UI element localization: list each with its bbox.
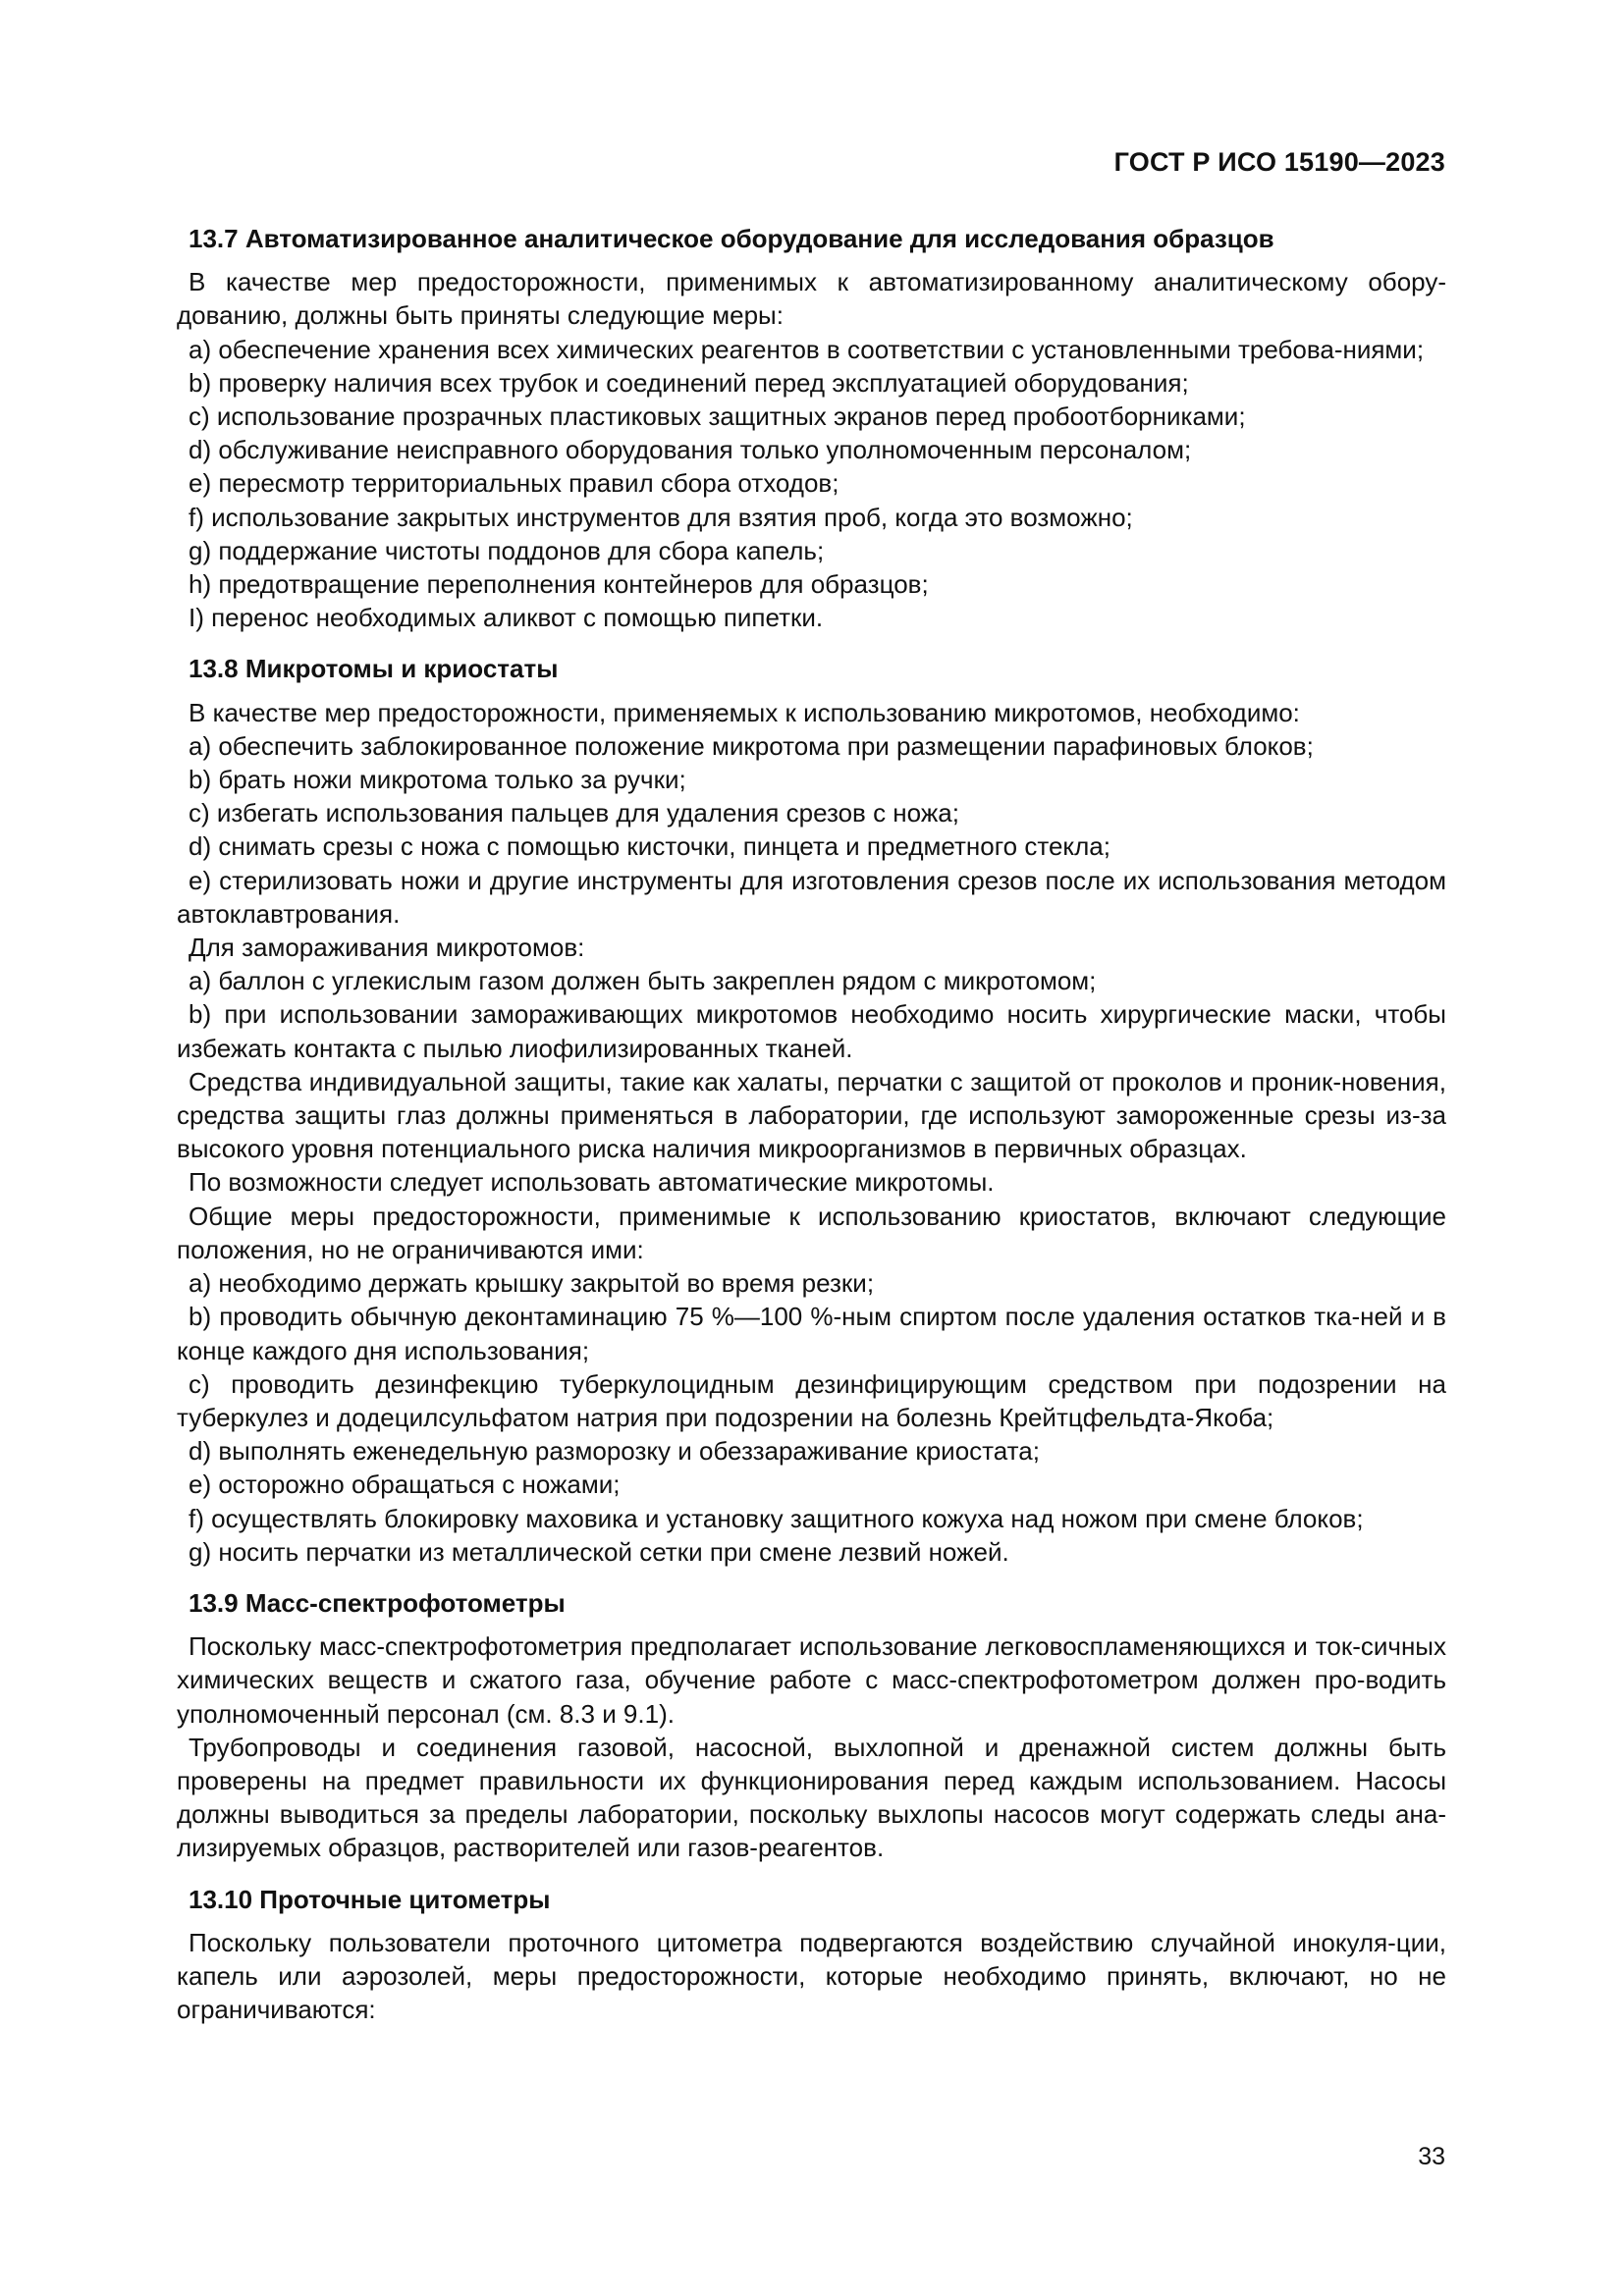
list-item: g) носить перчатки из металлической сетки при смене лезвий ножей. [189,1536,1009,1567]
section-heading: 13.8 Микротомы и криостаты [189,654,559,684]
list-item: g) поддержание чистоты поддонов для сбора капель; [189,535,825,565]
list-item: c) использование прозрачных пластиковых защитных экранов перед пробоотборниками; [189,401,1246,432]
paragraph: В качестве мер предосторожности, применяемых к использованию микротомов, необходимо: [189,697,1300,727]
paragraph: В качестве мер предосторожности, применимых к автоматизированному аналитическому обору-дованию, должны быть приняты следующие меры: [177,267,1446,331]
section-13-9 [177,1586,1446,1865]
list-item: b) проводить обычную деконтаминацию 75 %—100 %-ным спиртом после удаления остатков тка-ней и в конце каждого дня использования; [177,1302,1446,1365]
list-item: c) проводить дезинфекцию туберкулоцидным дезинфицирующим средством при подозрении на туберкулез и додецилсульфатом натрия при подозрении на болезнь Крейтцфельдта-Якоба; [177,1368,1446,1432]
list-item: c) избегать использования пальцев для удаления срезов с ножа; [189,798,959,828]
paragraph: По возможности следует использовать автоматические микротомы. [189,1167,995,1198]
paragraph: Средства индивидуальной защиты, такие как халаты, перчатки с защитой от проколов и проник-новения, средства защиты глаз должны применяться в лаборатории, где используют замороженные срезы из-за высокого уровня потенциального риска наличия микроорганизмов в первичных образцах. [177,1066,1446,1164]
list-item: f) осуществлять блокировку маховика и установку защитного кожуха над ножом при смене блоков; [189,1503,1364,1533]
section-heading: 13.7 Автоматизированное аналитическое оборудование для исследования образцов [189,224,1274,253]
list-item: d) снимать срезы с ножа с помощью кисточки, пинцета и предметного стекла; [189,831,1110,862]
list-item: a) баллон с углекислым газом должен быть закреплен рядом с микротомом; [189,966,1097,996]
list-item: f) использование закрытых инструментов для взятия проб, когда это возможно; [189,502,1133,532]
list-item: b) при использовании замораживающих микротомов необходимо носить хирургические маски, чтобы избежать контакта с пылью лиофилизированных тканей. [177,999,1446,1063]
list-item: e) стерилизовать ножи и другие инструменты для изготовления срезов после их использования методом автоклавтрования. [177,865,1446,929]
section-heading: 13.9 Масс-спектрофотометры [189,1587,566,1618]
list-item: e) осторожно обращаться с ножами; [189,1469,621,1500]
section-13-8 [177,652,1446,1568]
list-item: a) обеспечение хранения всех химических реагентов в соответствии с установленными требова-ниями; [189,334,1425,364]
paragraph: Поскольку масс-спектрофотометрия предполагает использование легковоспламеняющихся и ток-сичных химических веществ и сжатого газа, обучение работе с масс-спектрофотометром должен про-водить уполномоченный персонал (см. 8.3 и 9.1). [177,1631,1446,1729]
list-item: e) пересмотр территориальных правил сбора отходов; [189,468,839,499]
document-body [177,222,1446,2026]
list-item: d) выполнять еженедельную разморозку и обеззараживание криостата; [189,1436,1040,1467]
list-item: b) проверку наличия всех трубок и соединений перед эксплуатацией оборудования; [189,367,1189,398]
list-item: b) брать ножи микротома только за ручки; [189,765,686,795]
list-item: I) перенос необходимых аликвот с помощью пипетки. [189,603,824,633]
section-heading: 13.10 Проточные цитометры [189,1884,551,1914]
list-item: a) необходимо держать крышку закрытой во время резки; [189,1268,875,1299]
section-13-7 [177,222,1446,634]
list-item: d) обслуживание неисправного оборудования только уполномоченным персоналом; [189,435,1192,465]
list-item: a) обеспечить заблокированное положение микротома при размещении парафиновых блоков; [189,730,1314,761]
list-item: h) предотвращение переполнения контейнеров для образцов; [189,569,929,600]
paragraph: Трубопроводы и соединения газовой, насосной, выхлопной и дренажной систем должны быть проверены на предмет правильности их функционирования перед каждым использованием. Насосы должны выводиться за пределы лаборатории, поскольку выхлопы насосов могут содержать следы ана-лизируемых образцов, растворителей или газов-реагентов. [177,1732,1446,1863]
paragraph: Для замораживания микротомов: [189,933,585,963]
paragraph: Общие меры предосторожности, применимые к использованию криостатов, включают следующие положения, но не ограничиваются ими: [177,1201,1446,1264]
document-header: ГОСТ Р ИСО 15190—2023 [1113,147,1445,177]
paragraph: Поскольку пользователи проточного цитометра подвергаются воздействию случайной инокуля-ции, капель или аэрозолей, меры предосторожности, которые необходимо принять, включают, но не ограничиваются: [177,1927,1446,2025]
section-13-10 [177,1883,1446,2027]
page-number: 33 [1418,2143,1445,2170]
